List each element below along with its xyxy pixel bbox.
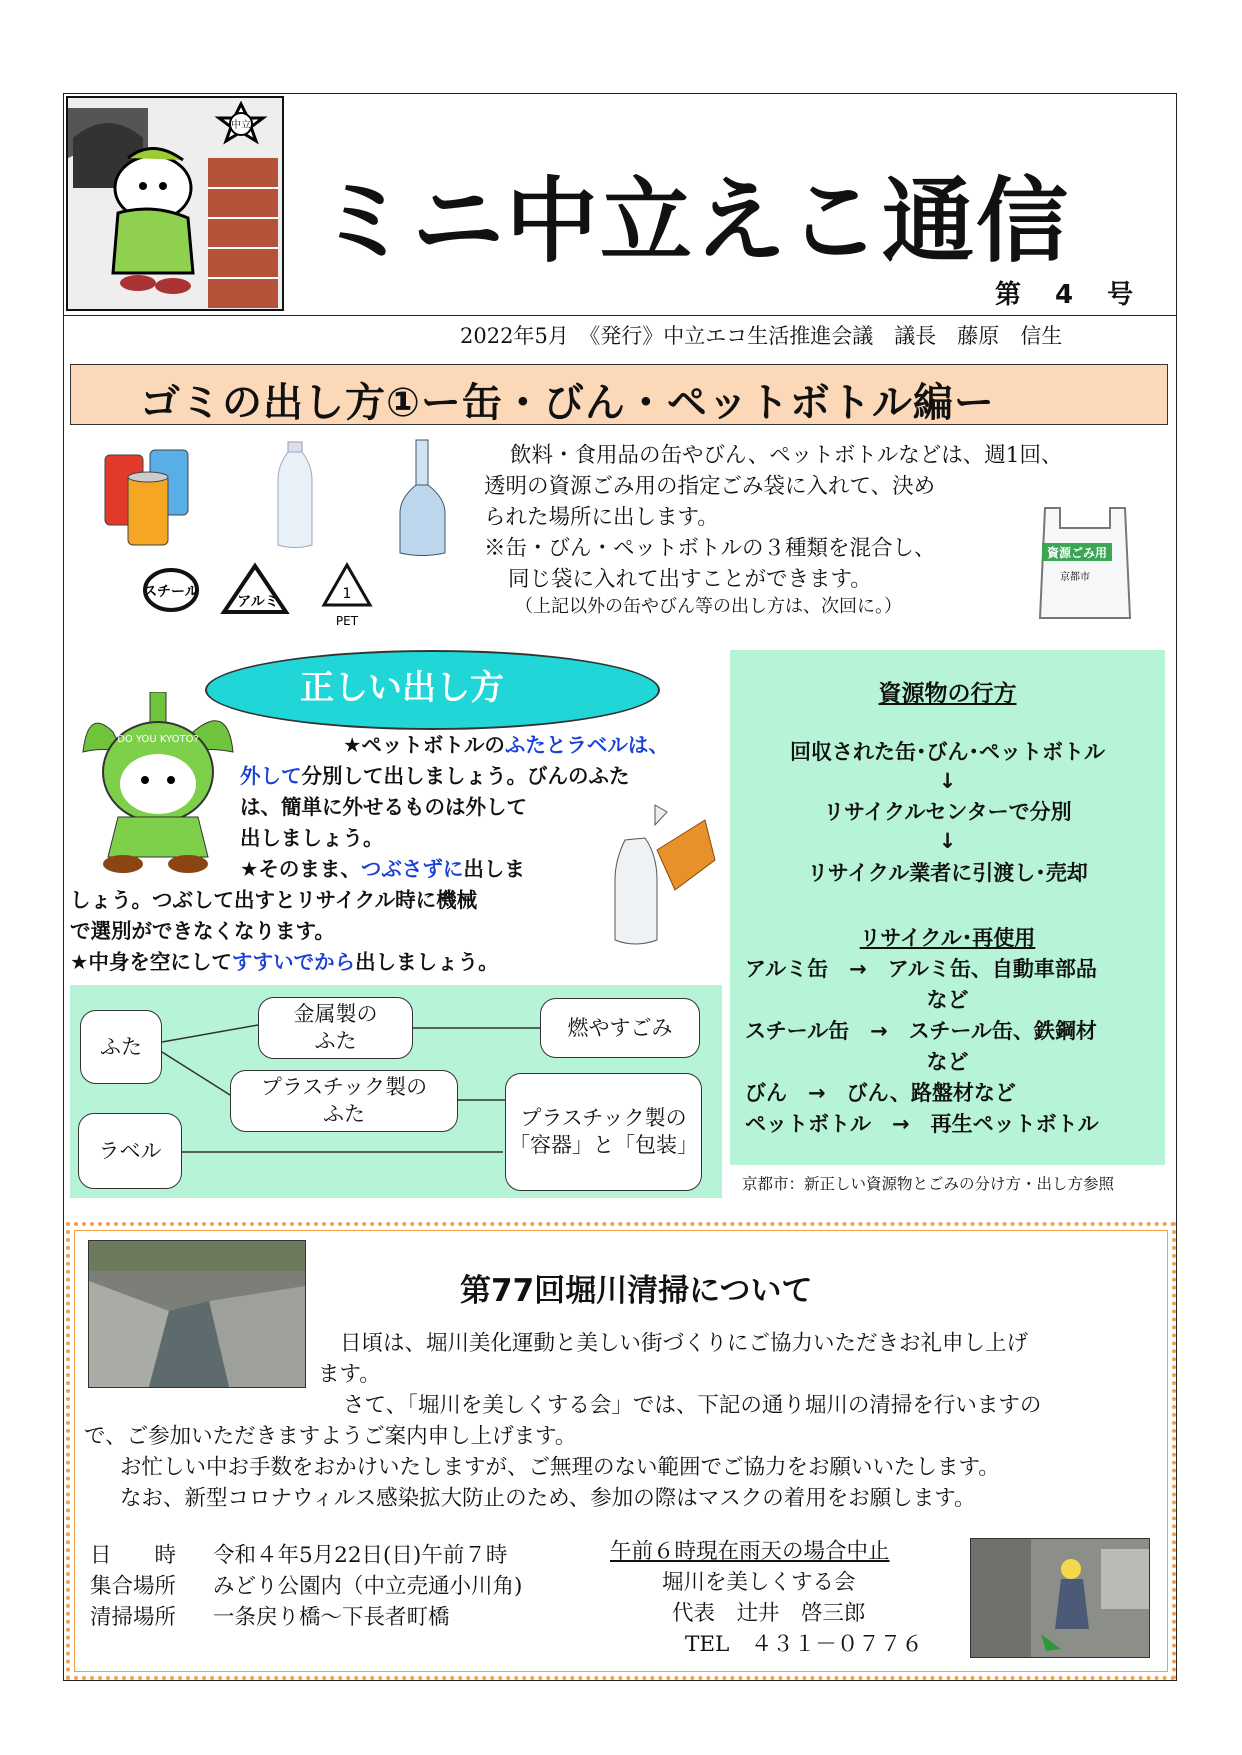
publication-info: 2022年5月 《発行》中立エコ生活推進会議 議長 藤原 信生 <box>460 324 1063 348</box>
cleanup-title: 第77回堀川清掃について <box>460 1273 813 1309</box>
intro-line-1: 飲料・食用品の缶やびん、ペットボトルなどは、週1回、 <box>510 443 1063 468</box>
flow-node-cap: ふた <box>80 1010 162 1084</box>
header-divider <box>63 315 1177 316</box>
recycle-row-aluminum: アルミ缶 → アルミ缶、自動車部品 <box>745 957 1097 981</box>
instruction-line-5: ★そのまま、つぶさずに出しま <box>240 857 525 881</box>
detail-location-value: 一条戻り橋～下長者町橋 <box>213 1605 450 1630</box>
recycle-row-steel-cont: など <box>926 1050 969 1074</box>
intro-line-2: 透明の資源ごみ用の指定ごみ袋に入れて、決め <box>484 474 936 499</box>
cleanup-para-4: なお、新型コロナウィルス感染拡大防止のため、参加の際はマスクの着用をお願します。 <box>120 1486 976 1511</box>
intro-note: （上記以外の缶やびん等の出し方は、次回に。） <box>515 596 902 617</box>
svg-text:1: 1 <box>342 586 352 602</box>
river-cleanup-photo <box>88 1240 306 1388</box>
flow-node-plastic-cap: プラスチック製の ふた <box>230 1070 458 1132</box>
svg-text:京都市: 京都市 <box>1060 572 1090 583</box>
instruction-line-2: 外して分別して出しましょう。びんのふた <box>240 764 630 788</box>
intro-line-3: られた場所に出します。 <box>484 505 719 530</box>
garbage-bag-illustration <box>1030 488 1140 627</box>
bottle-label-illustration <box>595 800 720 954</box>
detail-location-label: 清掃場所 <box>90 1605 177 1630</box>
issue-number: 第 4 号 <box>995 280 1138 310</box>
logo-text: 中立 <box>231 120 251 131</box>
svg-text:DO YOU KYOTO?: DO YOU KYOTO? <box>117 734 199 745</box>
recycle-row-glass: びん → びん、路盤材など <box>745 1081 1016 1105</box>
svg-text:アルミ: アルミ <box>237 594 279 610</box>
resource-step-2: リサイクルセンターで分別 <box>823 800 1072 824</box>
recycle-row-pet: ペットボトル → 再生ペットボトル <box>745 1112 1099 1136</box>
recycle-row-aluminum-cont: など <box>926 988 969 1012</box>
flow-node-burnable: 燃やすごみ <box>540 998 700 1058</box>
detail-date-value: 令和４年5月22日(日)午前７時 <box>213 1543 508 1568</box>
instruction-line-7: で選別ができなくなります。 <box>70 919 335 943</box>
svg-text:PET: PET <box>335 614 359 628</box>
kyoto-mascot-illustration <box>78 692 238 881</box>
detail-date-label: 日 時 <box>90 1543 177 1568</box>
cleanup-para-2a: さて、「堀川を美しくする会」では、下記の通り堀川の清掃を行いますの <box>343 1393 1042 1418</box>
cleanup-para-1b: ます。 <box>318 1362 381 1387</box>
speech-bubble-title: 正しい出し方 <box>300 668 504 708</box>
section-banner-title: ゴミの出し方①ー缶・びん・ペットボトル編ー <box>140 380 995 426</box>
cleanup-para-1a: 日頃は、堀川美化運動と美しい街づくりにご協力いただきお礼申し上げ <box>340 1331 1029 1356</box>
detail-meeting-label: 集合場所 <box>90 1574 177 1599</box>
separation-flow-diagram <box>70 985 722 1198</box>
instruction-line-3: は、簡単に外せるものは外して <box>240 795 527 819</box>
rain-cancel-note: 午前６時現在雨天の場合中止 <box>610 1539 890 1564</box>
flow-node-metal-cap: 金属製の ふた <box>258 997 413 1059</box>
cleanup-para-2b: で、ご参加いただきますようご案内申し上げます。 <box>84 1424 577 1449</box>
instruction-line-4: 出しましょう。 <box>240 826 384 850</box>
newsletter-title: ミニ中立えこ通信 <box>318 168 1071 275</box>
resource-step-1: 回収された缶･びん･ペットボトル <box>790 740 1105 764</box>
instruction-line-8: ★中身を空にしてすすいでから出しましょう。 <box>70 950 499 974</box>
intro-line-5: 同じ袋に入れて出すことができます。 <box>508 567 872 592</box>
recycle-subtitle: リサイクル･再使用 <box>859 926 1036 950</box>
worker-cleanup-photo <box>970 1538 1150 1658</box>
steel-recycle-icon <box>135 565 207 619</box>
flow-node-label: ラベル <box>78 1113 182 1189</box>
resource-title: 資源物の行方 <box>878 681 1017 707</box>
header-mascot-illustration <box>66 96 284 311</box>
organizer-representative: 代表 辻井 啓三郎 <box>672 1601 866 1626</box>
glass-bottle-illustration <box>395 438 450 562</box>
instruction-line-1: ★ペットボトルのふたとラベルは、 <box>343 733 669 757</box>
pet-bottle-illustration <box>270 440 320 554</box>
recycle-row-steel: スチール缶 → スチール缶、鉄鋼材 <box>745 1019 1097 1043</box>
intro-line-4: ※缶・びん・ペットボトルの３種類を混合し、 <box>484 536 936 561</box>
organizer-name: 堀川を美しくする会 <box>662 1570 856 1595</box>
cans-illustration <box>100 440 200 554</box>
cleanup-para-3: お忙しい中お手数をおかけいたしますが、ご無理のない範囲でご協力をお願いいたします。 <box>120 1455 1000 1480</box>
aluminum-recycle-icon <box>220 562 290 621</box>
svg-text:スチール: スチール <box>143 584 199 600</box>
resource-arrow-1: ↓ <box>938 769 957 793</box>
instruction-line-6: しょう。つぶして出すとリサイクル時に機械 <box>70 888 478 912</box>
resource-step-3: リサイクル業者に引渡し･売却 <box>807 861 1088 885</box>
organizer-phone: TEL ４３１－０７７６ <box>685 1632 923 1657</box>
detail-meeting-value: みどり公園内（中立売通小川角) <box>213 1574 523 1599</box>
flow-node-plastic-container: プラスチック製の 「容器」と「包装」 <box>505 1073 702 1191</box>
svg-text:資源ごみ用: 資源ごみ用 <box>1046 546 1108 560</box>
source-note: 京都市：新正しい資源物とごみの分け方・出し方参照 <box>742 1175 1115 1193</box>
pet-recycle-icon <box>320 560 375 634</box>
resource-arrow-2: ↓ <box>938 829 957 853</box>
